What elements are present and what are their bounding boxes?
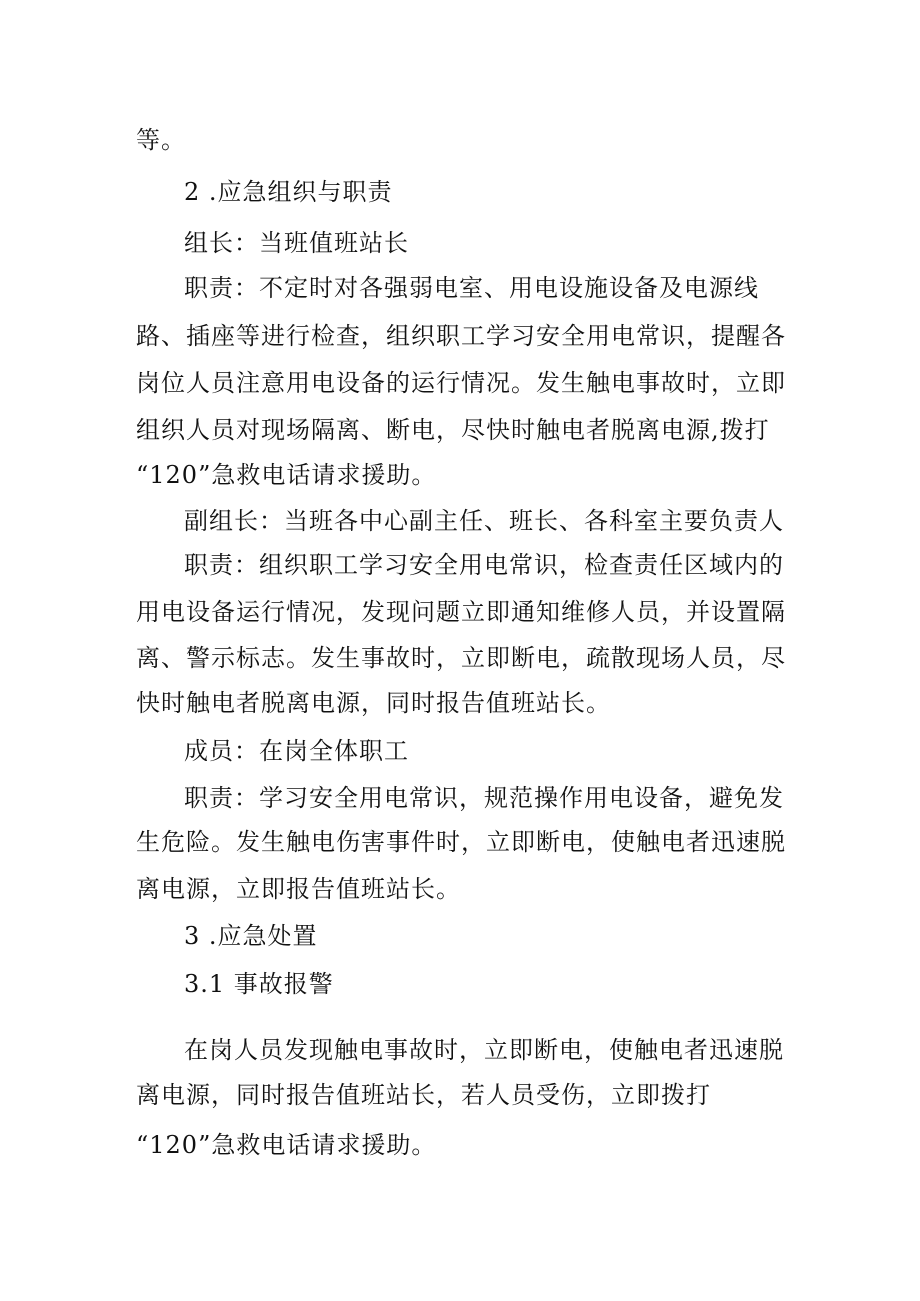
text-line: 组织人员对现场隔离、断电，尽快时触电者脱离电源,拨打 [136,416,770,444]
subsection-heading-3-1: 3.1 事故报警 [184,970,334,998]
text-line: 生危险。发生触电伤害事件时，立即断电，使触电者迅速脱 [136,828,786,856]
text-line: 等。 [136,126,186,154]
section-heading-3: 3 .应急处置 [184,922,318,950]
text-line: 路、插座等进行检查，组织职工学习安全用电常识，提醒各 [136,322,786,350]
text-line: 副组长：当班各中心副主任、班长、各科室主要负责人 [184,507,784,535]
text-line: “120”急救电话请求援助。 [136,1131,437,1159]
text-line: 在岗人员发现触电事故时，立即断电，使触电者迅速脱 [184,1036,784,1064]
text-line: 职责：学习安全用电常识，规范操作用电设备，避免发 [184,784,784,812]
text-line: “120”急救电话请求援助。 [136,461,437,489]
text-line: 岗位人员注意用电设备的运行情况。发生触电事故时，立即 [136,369,786,397]
text-line: 离电源，立即报告值班站长。 [136,875,461,903]
text-line: 职责：组织职工学习安全用电常识，检查责任区域内的 [184,551,784,579]
text-line: 离电源，同时报告值班站长，若人员受伤，立即拨打 [136,1081,711,1109]
text-line: 职责：不定时对各强弱电室、用电设施设备及电源线 [184,274,759,302]
text-line: 成员：在岗全体职工 [184,737,409,765]
text-line: 用电设备运行情况，发现问题立即通知维修人员，并设置隔 [136,598,786,626]
text-line: 组长：当班值班站长 [184,229,409,257]
section-heading-2: 2 .应急组织与职责 [184,178,393,206]
text-line: 快时触电者脱离电源，同时报告值班站长。 [136,689,611,717]
text-line: 离、警示标志。发生事故时，立即断电，疏散现场人员，尽 [136,644,786,672]
